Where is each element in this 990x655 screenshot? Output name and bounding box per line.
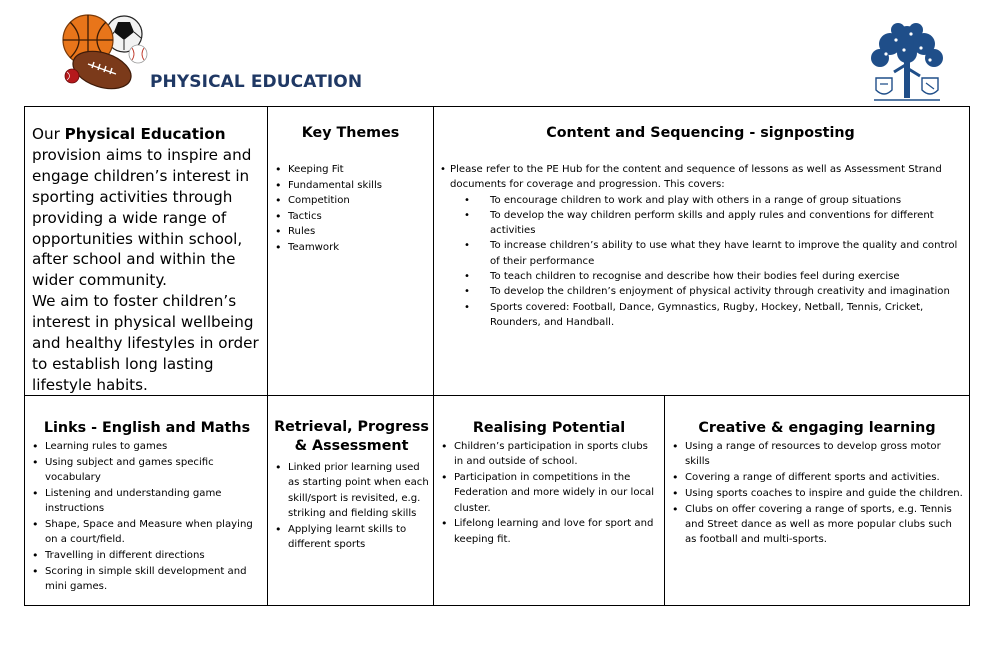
- list-item: • To increase children’s ability to use what they have learnt to improve the quality and control of their performance: [484, 238, 961, 269]
- page-title: PHYSICAL EDUCATION: [150, 72, 363, 92]
- list-item: • Teamwork: [274, 240, 427, 256]
- list-item: • Lifelong learning and love for sport and keeping fit.: [440, 516, 658, 547]
- key-themes-heading: Key Themes: [301, 125, 400, 141]
- list-item: • Tactics: [274, 209, 427, 225]
- list-item: • Competition: [274, 193, 427, 209]
- content-intro: • Please refer to the PE Hub for the content and sequence of lessons as well as Assessment Strand documents for coverage and progression. This covers:: [440, 162, 961, 193]
- creative-heading: Creative & engaging learning: [698, 420, 936, 436]
- list-item: • Listening and understanding game instructions: [31, 486, 263, 517]
- creative-list: [671, 439, 963, 548]
- content-list: [440, 193, 961, 331]
- list-item: • Rules: [274, 224, 427, 240]
- intro-prefix: Our: [32, 125, 65, 143]
- key-themes-cell: [268, 107, 434, 396]
- list-item: • To encourage children to work and play with others in a range of group situations: [484, 193, 961, 208]
- intro-body-2: We aim to foster children’s interest in physical wellbeing and healthy lifestyles in order to establish long lasting lifestyle habits.: [32, 292, 259, 394]
- creative-learning-cell: [665, 396, 969, 605]
- list-item: • Covering a range of different sports and activities.: [671, 470, 963, 485]
- list-item: • Shape, Space and Measure when playing on a court/field.: [31, 517, 263, 548]
- list-item: • To develop the way children perform skills and apply rules and conventions for different activities: [484, 208, 961, 239]
- links-heading: Links - English and Maths: [43, 420, 251, 436]
- retrieval-list: [274, 460, 429, 552]
- links-list: [31, 439, 263, 594]
- realising-potential-cell: [434, 396, 665, 605]
- list-item: • To teach children to recognise and describe how their bodies feel during exercise: [484, 269, 961, 284]
- list-item: • Participation in competitions in the Federation and more widely in our local cluster.: [440, 470, 658, 516]
- list-item: • Sports covered: Football, Dance, Gymnastics, Rugby, Hockey, Netball, Tennis, Cricket, Rounders, and Handball.: [484, 300, 961, 331]
- list-item: • To develop the children’s enjoyment of physical activity through creativity and imagination: [484, 284, 961, 299]
- intro-subject: Physical Education: [64, 125, 226, 143]
- content-heading: Content and Sequencing - signposting: [546, 125, 855, 141]
- list-item: • Using a range of resources to develop gross motor skills: [671, 439, 963, 470]
- curriculum-grid: [24, 106, 970, 606]
- list-item: • Applying learnt skills to different sports: [274, 522, 429, 553]
- list-item: • Learning rules to games: [31, 439, 263, 454]
- intro-body: provision aims to inspire and engage children’s interest in sporting activities through providing a wide range of opportunities within school, after school and within the wider community.: [32, 145, 252, 290]
- links-cell: [25, 396, 268, 605]
- list-item: • Keeping Fit: [274, 162, 427, 178]
- content-sequencing-cell: [434, 107, 969, 396]
- list-item: • Scoring in simple skill development and mini games.: [31, 564, 263, 595]
- sports-balls-icon: [58, 12, 150, 94]
- list-item: • Clubs on offer covering a range of sports, e.g. Tennis and Street dance as well as more popular clubs such as football and multi-sports.: [671, 502, 963, 548]
- tree-crest-icon: [866, 20, 948, 102]
- list-item: • Linked prior learning used as starting point when each skill/sport is revisited, e.g. striking and fielding skills: [274, 460, 429, 521]
- realising-heading: Realising Potential: [472, 420, 626, 436]
- list-item: • Using subject and games specific vocabulary: [31, 455, 263, 486]
- retrieval-cell: [268, 396, 434, 605]
- list-item: • Travelling in different directions: [31, 548, 263, 563]
- retrieval-heading: Retrieval, Progress & Assessment: [274, 419, 429, 454]
- intro-cell: [25, 107, 268, 396]
- list-item: • Fundamental skills: [274, 178, 427, 194]
- realising-list: [440, 439, 658, 547]
- key-themes-list: [274, 162, 427, 255]
- list-item: • Using sports coaches to inspire and guide the children.: [671, 486, 963, 501]
- list-item: • Children’s participation in sports clubs in and outside of school.: [440, 439, 658, 470]
